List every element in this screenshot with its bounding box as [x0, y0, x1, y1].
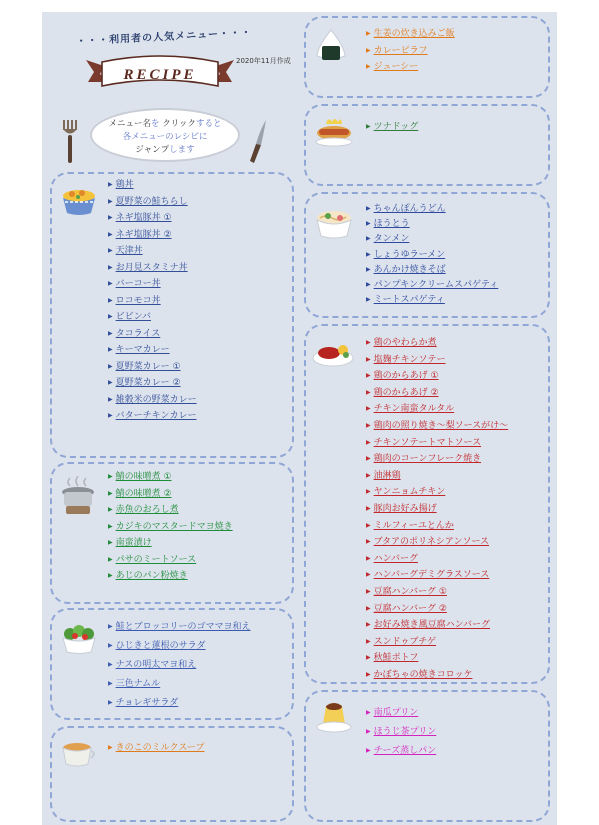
list-donburi [108, 177, 197, 425]
pudding-icon [316, 700, 352, 734]
menu-arrow-icon: ▶ [108, 522, 113, 530]
fork-icon [60, 118, 80, 164]
menu-link[interactable]: カジキのマスタードマヨ焼き [115, 521, 233, 532]
menu-link[interactable]: チョレギサラダ [115, 698, 179, 708]
page-title: ・・・利用者の人気メニュー・・・ [75, 27, 253, 48]
menu-link[interactable]: 鶏丼 [115, 180, 134, 190]
menu-arrow-icon: ▶ [108, 280, 113, 287]
menu-arrow-icon: ▶ [108, 313, 113, 320]
menu-arrow-icon: ▶ [366, 438, 371, 446]
menu-link[interactable]: ビビンバ [115, 312, 151, 322]
menu-item[interactable] [366, 617, 508, 634]
menu-arrow-icon: ▶ [108, 506, 113, 513]
menu-item[interactable] [108, 293, 197, 310]
menu-arrow-icon: ▶ [366, 554, 371, 562]
menu-arrow-icon: ▶ [366, 388, 371, 396]
menu-arrow-icon: ▶ [108, 699, 113, 706]
menu-item[interactable] [366, 722, 436, 741]
menu-item[interactable] [108, 342, 197, 359]
menu-link[interactable]: ほうじ茶プリン [373, 727, 437, 737]
menu-arrow-icon: ▶ [108, 473, 113, 480]
menu-item[interactable] [108, 276, 197, 293]
menu-item[interactable] [366, 551, 508, 568]
menu-link[interactable]: 油淋鶏 [373, 470, 401, 481]
menu-link[interactable]: ハンバーグデミグラスソース [373, 570, 490, 581]
menu-item[interactable] [108, 693, 250, 712]
menu-item[interactable] [366, 119, 418, 136]
menu-item[interactable] [366, 59, 455, 76]
menu-arrow-icon: ▶ [108, 661, 113, 668]
menu-link[interactable]: ロコモコ丼 [115, 295, 161, 306]
menu-item[interactable] [366, 401, 508, 418]
menu-arrow-icon: ▶ [366, 205, 371, 212]
menu-item[interactable] [366, 534, 508, 551]
menu-arrow-icon: ▶ [366, 587, 371, 595]
menu-link[interactable]: ナスの明太マヨ和え [115, 660, 197, 670]
menu-link[interactable]: ひじきと蓮根のサラダ [115, 641, 206, 651]
menu-item[interactable] [108, 636, 250, 655]
menu-item[interactable] [366, 385, 508, 402]
menu-link[interactable]: 南蛮漬け [115, 538, 152, 548]
menu-item[interactable] [108, 617, 250, 636]
menu-item[interactable] [366, 277, 498, 292]
menu-link[interactable]: ジューシー [373, 62, 419, 72]
donburi-bowl-icon [60, 183, 98, 217]
menu-link[interactable]: 天津丼 [115, 246, 143, 256]
soup-cup-icon [60, 740, 98, 770]
menu-arrow-icon: ▶ [366, 521, 371, 529]
bubble-particle: を [151, 119, 160, 129]
menu-item[interactable] [366, 26, 455, 43]
menu-item[interactable] [366, 368, 508, 385]
menu-item[interactable] [108, 674, 250, 693]
menu-link[interactable]: タンメン [373, 234, 410, 245]
menu-link[interactable]: チキン南蛮タルタル [373, 404, 455, 415]
menu-link[interactable]: 鯖の味噌煮 ① [115, 472, 172, 482]
menu-item[interactable] [108, 309, 197, 326]
menu-item[interactable] [108, 260, 197, 277]
bubble-jump: ジャンプ [135, 145, 170, 155]
menu-item[interactable] [366, 352, 508, 369]
menu-item[interactable] [108, 502, 233, 519]
menu-link[interactable]: ほうとう [373, 219, 410, 230]
menu-arrow-icon: ▶ [108, 329, 113, 337]
menu-link[interactable]: ブタアのポリネシアンソース [373, 537, 490, 548]
menu-item[interactable] [366, 518, 508, 535]
menu-arrow-icon: ▶ [366, 488, 371, 496]
menu-arrow-icon: ▶ [108, 197, 113, 205]
menu-item[interactable] [366, 451, 508, 468]
menu-arrow-icon: ▶ [366, 571, 371, 579]
menu-link[interactable]: 夏野菜の鮭ちらし [115, 196, 188, 207]
menu-link[interactable]: 鶏のやわらか煮 [373, 338, 437, 348]
list-salad [108, 617, 250, 712]
menu-link[interactable]: 夏野菜カレー ① [115, 361, 181, 372]
menu-item[interactable] [366, 468, 508, 485]
menu-link[interactable]: お月見スタミナ丼 [115, 262, 188, 273]
menu-link[interactable]: ミルフィーユとんか [373, 520, 454, 531]
menu-arrow-icon: ▶ [108, 263, 113, 271]
menu-item[interactable] [108, 326, 197, 343]
menu-item[interactable] [108, 740, 204, 757]
knife-icon [246, 118, 270, 164]
menu-arrow-icon: ▶ [366, 250, 371, 258]
menu-arrow-icon: ▶ [108, 362, 113, 370]
menu-arrow-icon: ▶ [366, 405, 371, 413]
menu-item[interactable] [366, 262, 498, 277]
menu-link[interactable]: スンドゥブチゲ [373, 636, 437, 647]
menu-item[interactable] [366, 247, 498, 262]
menu-item[interactable] [108, 568, 233, 585]
menu-link[interactable]: 鯖の味噌煮 ② [115, 488, 172, 499]
menu-arrow-icon: ▶ [366, 504, 371, 512]
menu-item[interactable] [108, 375, 197, 392]
menu-arrow-icon: ▶ [366, 280, 371, 288]
menu-item[interactable] [366, 335, 508, 352]
menu-item[interactable] [108, 655, 250, 674]
menu-item[interactable] [366, 435, 508, 452]
menu-link[interactable]: ネギ塩豚丼 ① [115, 213, 172, 223]
menu-link[interactable]: かぼちゃの焼きコロッケ [373, 669, 473, 680]
menu-arrow-icon: ▶ [108, 247, 113, 254]
menu-link[interactable]: 豆腐ハンバーグ ① [373, 586, 447, 597]
bubble-click: クリック [162, 119, 196, 129]
list-meat [366, 335, 508, 683]
menu-link[interactable]: タコライス [115, 328, 161, 339]
menu-link[interactable]: 豚肉お好み揚げ [373, 503, 437, 514]
menu-item[interactable] [366, 584, 508, 601]
list-bread [366, 119, 418, 136]
menu-item[interactable] [108, 392, 197, 409]
instruction-bubble [90, 108, 240, 162]
menu-link[interactable]: ネギ塩豚丼 ② [115, 229, 172, 240]
menu-link[interactable]: ツナドッグ [373, 122, 419, 132]
menu-arrow-icon: ▶ [366, 637, 371, 645]
onigiri-icon [314, 28, 348, 62]
list-fish [108, 469, 233, 585]
menu-arrow-icon: ▶ [366, 604, 371, 612]
menu-link[interactable]: ヤンニョムチキン [373, 487, 446, 498]
menu-arrow-icon: ▶ [366, 220, 371, 228]
menu-item[interactable] [366, 292, 498, 307]
menu-arrow-icon: ▶ [108, 412, 113, 419]
menu-link[interactable]: 豆腐ハンバーグ ② [373, 603, 447, 614]
list-soup [108, 740, 204, 757]
menu-arrow-icon: ▶ [108, 555, 113, 563]
menu-link[interactable]: キーマカレー [115, 345, 170, 355]
steamer-fish-icon [58, 476, 98, 518]
menu-item[interactable] [366, 231, 498, 246]
menu-link[interactable]: 鶏肉のコーンフレーク焼き [373, 454, 482, 465]
menu-item[interactable] [366, 703, 436, 722]
menu-arrow-icon: ▶ [366, 372, 371, 380]
menu-arrow-icon: ▶ [366, 709, 371, 716]
menu-arrow-icon: ▶ [108, 539, 113, 546]
menu-link[interactable]: パンプキンクリームスパゲティ [373, 279, 499, 290]
salad-bowl-icon [60, 622, 98, 656]
menu-arrow-icon: ▶ [366, 63, 371, 70]
menu-link[interactable]: ミートスパゲティ [373, 295, 445, 306]
menu-arrow-icon: ▶ [108, 642, 113, 649]
menu-arrow-icon: ▶ [108, 395, 113, 403]
bubble-shimasu: します [169, 145, 195, 155]
menu-arrow-icon: ▶ [366, 123, 371, 130]
menu-item[interactable] [366, 484, 508, 501]
menu-item[interactable] [366, 634, 508, 651]
menu-arrow-icon: ▶ [366, 296, 371, 304]
menu-arrow-icon: ▶ [366, 538, 371, 546]
menu-link[interactable]: 鶏のからあげ ① [373, 371, 439, 382]
created-date: 2020年11月作成 [236, 57, 291, 65]
noodle-bowl-icon [314, 206, 354, 240]
menu-item[interactable] [366, 567, 508, 584]
menu-item[interactable] [366, 418, 508, 435]
menu-link[interactable]: 塩麹チキンソテー [373, 354, 446, 365]
meat-plate-icon [312, 338, 354, 368]
menu-link[interactable]: 秋鮭ポトフ [373, 653, 419, 664]
menu-link[interactable]: 生姜の炊き込みご飯 [373, 29, 455, 39]
menu-item[interactable] [108, 552, 233, 569]
menu-arrow-icon: ▶ [108, 623, 113, 630]
menu-arrow-icon: ▶ [108, 181, 113, 188]
menu-arrow-icon: ▶ [366, 670, 371, 678]
menu-link[interactable]: カレーピラフ [373, 45, 428, 56]
menu-arrow-icon: ▶ [366, 46, 371, 54]
menu-link[interactable]: 鮭とブロッコリーのゴママヨ和え [115, 622, 251, 632]
menu-arrow-icon: ▶ [366, 30, 371, 37]
menu-item[interactable] [108, 210, 197, 227]
menu-arrow-icon: ▶ [108, 346, 113, 353]
menu-item[interactable] [366, 601, 508, 618]
menu-arrow-icon: ▶ [366, 621, 371, 629]
menu-arrow-icon: ▶ [108, 379, 113, 386]
menu-arrow-icon: ▶ [108, 296, 113, 304]
menu-link[interactable]: ちゃんぽんうどん [373, 204, 446, 214]
menu-arrow-icon: ▶ [366, 421, 371, 429]
menu-link[interactable]: ハンバーグ [373, 553, 418, 564]
menu-arrow-icon: ▶ [366, 455, 371, 463]
bubble-menu-name: メニュー名 [108, 119, 152, 129]
list-rice [366, 26, 455, 76]
list-dessert [366, 703, 436, 760]
menu-arrow-icon: ▶ [366, 654, 371, 662]
menu-link[interactable]: お好み焼き風豆腐ハンバーグ [373, 620, 490, 631]
menu-arrow-icon: ▶ [366, 235, 371, 243]
menu-link[interactable]: 雑穀米の野菜カレー [115, 394, 197, 405]
menu-item[interactable] [366, 43, 455, 60]
menu-arrow-icon: ▶ [108, 744, 113, 751]
menu-item[interactable] [366, 667, 508, 684]
bubble-line2: 各メニューのレシピに [122, 132, 208, 142]
menu-arrow-icon: ▶ [108, 489, 113, 497]
menu-arrow-icon: ▶ [366, 339, 371, 346]
menu-link[interactable]: 鶏肉の照り焼き～梨ソースがけ～ [373, 420, 509, 431]
bubble-suru: すると [195, 119, 222, 129]
menu-link[interactable]: あんかけ焼きそば [373, 264, 446, 275]
menu-arrow-icon: ▶ [108, 214, 113, 221]
menu-item[interactable] [366, 201, 498, 216]
menu-link[interactable]: チーズ蒸しパン [373, 746, 437, 756]
menu-item[interactable] [108, 535, 233, 552]
list-noodle [366, 201, 498, 307]
menu-link[interactable]: チキンソテートマトソース [373, 437, 482, 448]
menu-item[interactable] [366, 216, 498, 231]
menu-arrow-icon: ▶ [366, 747, 371, 754]
menu-item[interactable] [108, 359, 197, 376]
menu-item[interactable] [366, 650, 508, 667]
hotdog-icon [314, 116, 354, 148]
menu-item[interactable] [108, 486, 233, 503]
menu-arrow-icon: ▶ [108, 680, 113, 687]
menu-arrow-icon: ▶ [366, 355, 371, 363]
menu-item[interactable] [366, 501, 508, 518]
menu-item[interactable] [108, 227, 197, 244]
menu-item[interactable] [108, 408, 197, 425]
menu-item[interactable] [108, 519, 233, 536]
menu-link[interactable]: あじのパン粉焼き [115, 571, 188, 581]
menu-link[interactable]: 南瓜プリン [373, 708, 419, 718]
menu-arrow-icon: ▶ [108, 572, 113, 579]
menu-item[interactable] [366, 741, 436, 760]
menu-link[interactable]: パサのミートソース [115, 554, 197, 565]
banner-text: RECIPE [123, 67, 197, 83]
menu-link[interactable]: バターチキンカレー [115, 411, 197, 421]
menu-link[interactable]: 鶏のからあげ ② [373, 387, 439, 398]
menu-link[interactable]: きのこのミルクスープ [115, 743, 205, 753]
menu-item[interactable] [108, 469, 233, 486]
menu-item[interactable] [108, 194, 197, 211]
menu-item[interactable] [108, 243, 197, 260]
menu-item[interactable] [108, 177, 197, 194]
menu-link[interactable]: 夏野菜カレー ② [115, 378, 181, 388]
menu-arrow-icon: ▶ [108, 230, 113, 238]
recipe-banner [80, 52, 240, 96]
menu-arrow-icon: ▶ [366, 471, 371, 479]
menu-arrow-icon: ▶ [366, 265, 371, 273]
menu-link[interactable]: 三色ナムル [115, 679, 161, 689]
menu-link[interactable]: 赤魚のおろし煮 [115, 505, 179, 515]
menu-link[interactable]: バーコー丼 [115, 279, 161, 289]
menu-arrow-icon: ▶ [366, 728, 371, 735]
menu-link[interactable]: しょうゆラーメン [373, 249, 446, 260]
